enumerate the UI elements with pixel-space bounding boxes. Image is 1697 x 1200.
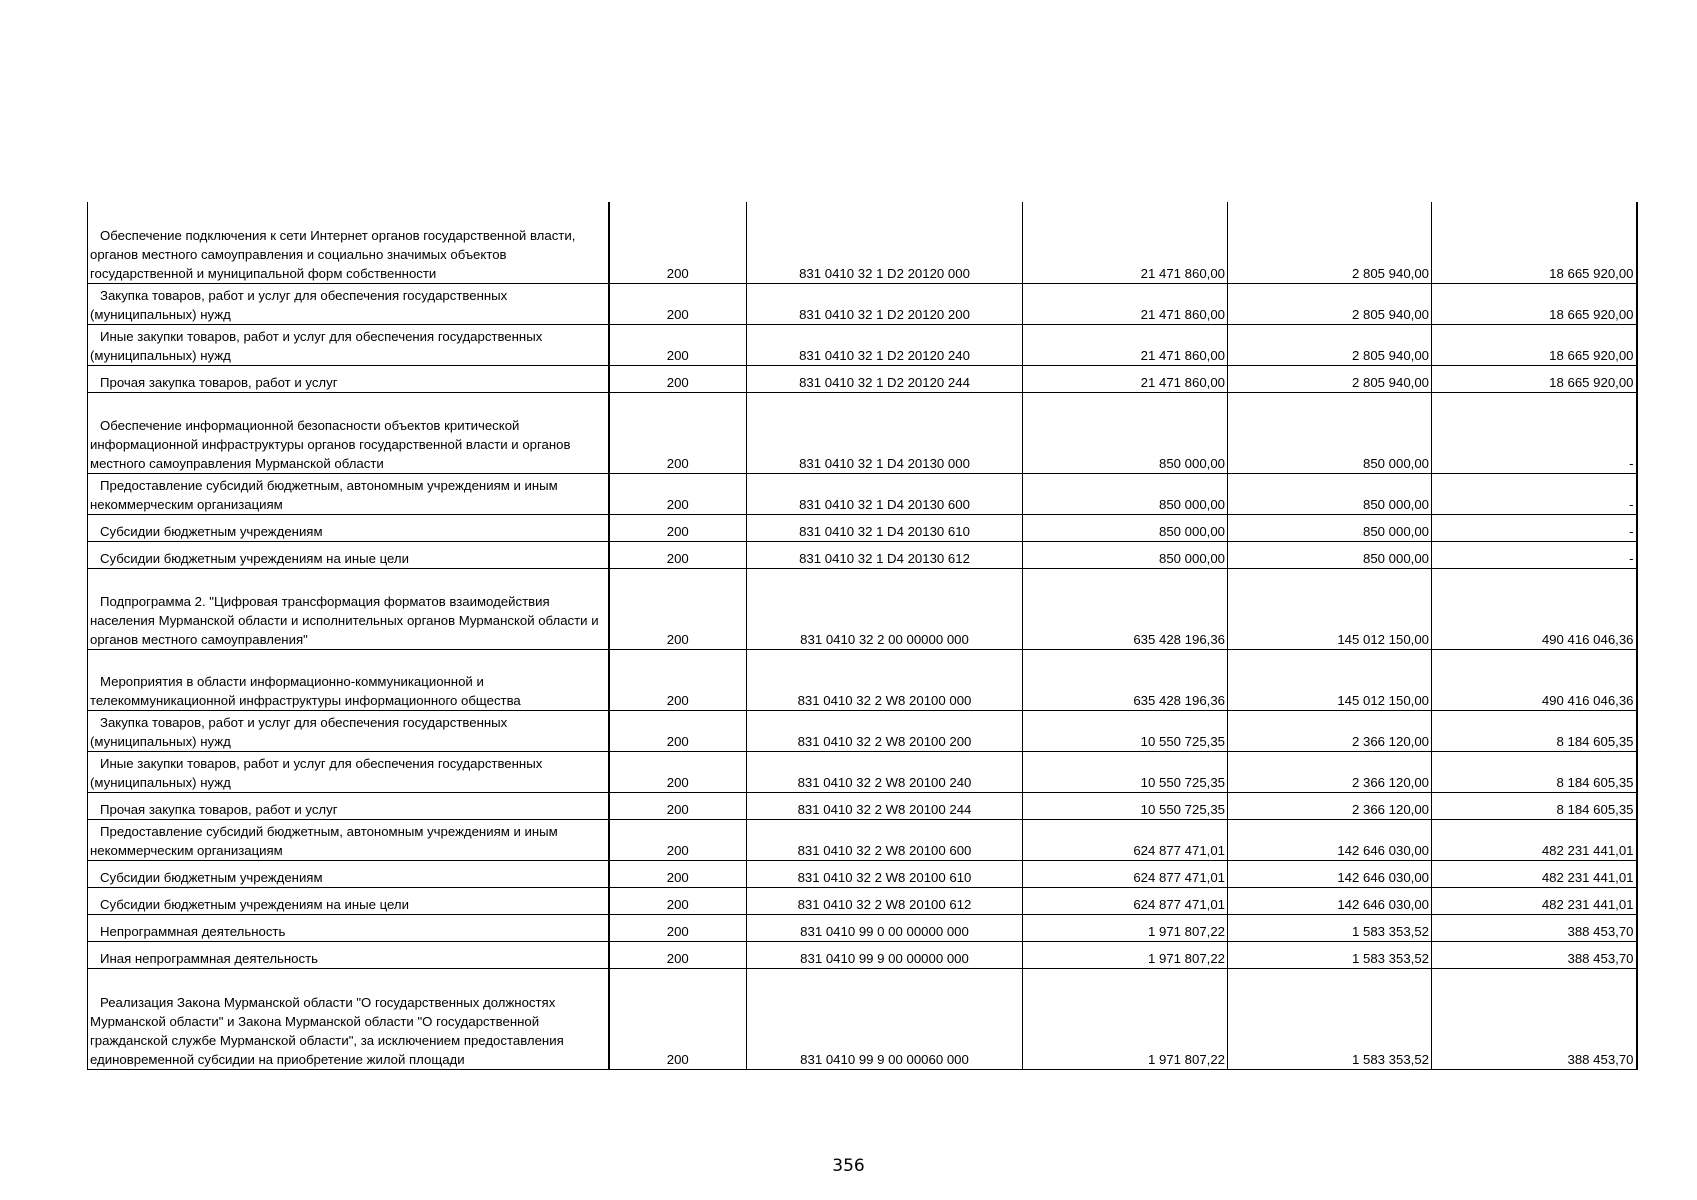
cell-amount-1: 10 550 725,35	[1023, 751, 1228, 792]
cell-amount-3: 18 665 920,00	[1432, 283, 1637, 324]
cell-kbk: 831 0410 32 2 W8 20100 244	[747, 792, 1023, 819]
table-row	[88, 392, 1637, 473]
row-label: Мероприятия в области информационно-коммуникационной и телекоммуникационной инфраструктуры информационного общества	[90, 673, 521, 708]
cell-amount-2: 2 805 940,00	[1228, 202, 1432, 283]
cell-code: 200	[609, 968, 747, 1069]
cell-amount-1: 624 877 471,01	[1023, 887, 1228, 914]
cell-kbk: 831 0410 99 9 00 00060 000	[747, 968, 1023, 1069]
cell-kbk: 831 0410 32 2 00 00000 000	[747, 568, 1023, 649]
cell-name	[88, 860, 609, 887]
cell-code: 200	[609, 860, 747, 887]
cell-kbk: 831 0410 32 1 D4 20130 600	[747, 473, 1023, 514]
cell-amount-3: 482 231 441,01	[1432, 860, 1637, 887]
row-label: Субсидии бюджетным учреждениям на иные цели	[100, 550, 409, 566]
cell-kbk: 831 0410 32 1 D4 20130 612	[747, 541, 1023, 568]
page-number: 356	[832, 1156, 865, 1176]
cell-kbk: 831 0410 99 9 00 00000 000	[747, 941, 1023, 968]
cell-kbk: 831 0410 99 0 00 00000 000	[747, 914, 1023, 941]
table-row	[88, 887, 1637, 914]
cell-amount-3: 8 184 605,35	[1432, 751, 1637, 792]
budget-table	[87, 202, 1638, 1070]
cell-kbk: 831 0410 32 2 W8 20100 600	[747, 819, 1023, 860]
cell-amount-2: 142 646 030,00	[1228, 887, 1432, 914]
cell-amount-3: 482 231 441,01	[1432, 887, 1637, 914]
cell-amount-3: 388 453,70	[1432, 941, 1637, 968]
row-label: Иные закупки товаров, работ и услуг для обеспечения государственных (муниципальных) нужд	[90, 328, 543, 363]
cell-amount-3: 482 231 441,01	[1432, 819, 1637, 860]
cell-kbk: 831 0410 32 1 D2 20120 240	[747, 324, 1023, 365]
cell-amount-2: 1 583 353,52	[1228, 914, 1432, 941]
row-label: Предоставление субсидий бюджетным, автономным учреждениям и иным некоммерческим организациям	[90, 477, 558, 512]
cell-amount-3: -	[1432, 514, 1637, 541]
cell-amount-3: 8 184 605,35	[1432, 792, 1637, 819]
row-label: Иные закупки товаров, работ и услуг для обеспечения государственных (муниципальных) нужд	[90, 755, 543, 790]
cell-amount-2: 1 583 353,52	[1228, 968, 1432, 1069]
cell-kbk: 831 0410 32 2 W8 20100 200	[747, 710, 1023, 751]
cell-code: 200	[609, 914, 747, 941]
cell-kbk: 831 0410 32 2 W8 20100 240	[747, 751, 1023, 792]
cell-code: 200	[609, 887, 747, 914]
cell-amount-2: 850 000,00	[1228, 541, 1432, 568]
cell-code: 200	[609, 514, 747, 541]
cell-amount-3: 490 416 046,36	[1432, 649, 1637, 710]
cell-code: 200	[609, 568, 747, 649]
row-label: Предоставление субсидий бюджетным, автономным учреждениям и иным некоммерческим организациям	[90, 823, 558, 858]
cell-amount-2: 850 000,00	[1228, 473, 1432, 514]
cell-amount-3: 18 665 920,00	[1432, 324, 1637, 365]
cell-name	[88, 324, 609, 365]
cell-code: 200	[609, 324, 747, 365]
cell-amount-1: 1 971 807,22	[1023, 941, 1228, 968]
table-row	[88, 541, 1637, 568]
row-label: Прочая закупка товаров, работ и услуг	[100, 374, 338, 390]
table-row	[88, 514, 1637, 541]
cell-code: 200	[609, 941, 747, 968]
cell-amount-2: 2 366 120,00	[1228, 751, 1432, 792]
row-label: Обеспечение информационной безопасности объектов критической информационной инфраструктуры органов государственной власти и органов местного самоуправления Мурманской области	[90, 417, 571, 471]
row-label: Субсидии бюджетным учреждениям	[100, 869, 323, 885]
table-row	[88, 860, 1637, 887]
cell-amount-3: 18 665 920,00	[1432, 365, 1637, 392]
cell-name	[88, 541, 609, 568]
table-row	[88, 473, 1637, 514]
cell-name	[88, 819, 609, 860]
cell-amount-1: 850 000,00	[1023, 392, 1228, 473]
cell-amount-2: 850 000,00	[1228, 392, 1432, 473]
cell-amount-1: 635 428 196,36	[1023, 568, 1228, 649]
cell-kbk: 831 0410 32 1 D2 20120 000	[747, 202, 1023, 283]
cell-name	[88, 365, 609, 392]
cell-amount-2: 2 805 940,00	[1228, 283, 1432, 324]
cell-kbk: 831 0410 32 1 D2 20120 200	[747, 283, 1023, 324]
cell-amount-2: 142 646 030,00	[1228, 819, 1432, 860]
table-row	[88, 283, 1637, 324]
cell-amount-1: 10 550 725,35	[1023, 710, 1228, 751]
cell-amount-1: 21 471 860,00	[1023, 324, 1228, 365]
row-label: Субсидии бюджетным учреждениям на иные цели	[100, 896, 409, 912]
cell-amount-1: 850 000,00	[1023, 514, 1228, 541]
cell-amount-3: 388 453,70	[1432, 968, 1637, 1069]
cell-code: 200	[609, 751, 747, 792]
cell-name	[88, 968, 609, 1069]
row-label: Закупка товаров, работ и услуг для обеспечения государственных (муниципальных) нужд	[90, 714, 508, 749]
cell-name	[88, 202, 609, 283]
cell-amount-1: 1 971 807,22	[1023, 914, 1228, 941]
cell-amount-1: 10 550 725,35	[1023, 792, 1228, 819]
row-label: Подпрограмма 2. "Цифровая трансформация форматов взаимодействия населения Мурманской области и исполнительных органов Мурманской области и органов местного самоуправления"	[90, 593, 599, 647]
cell-amount-3: -	[1432, 541, 1637, 568]
cell-name	[88, 283, 609, 324]
cell-amount-3: 388 453,70	[1432, 914, 1637, 941]
table-row	[88, 202, 1637, 283]
cell-amount-3: -	[1432, 392, 1637, 473]
table-row	[88, 324, 1637, 365]
cell-kbk: 831 0410 32 1 D4 20130 000	[747, 392, 1023, 473]
table-row	[88, 568, 1637, 649]
cell-amount-2: 2 366 120,00	[1228, 710, 1432, 751]
cell-name	[88, 941, 609, 968]
row-label: Прочая закупка товаров, работ и услуг	[100, 801, 338, 817]
row-label: Субсидии бюджетным учреждениям	[100, 523, 323, 539]
cell-amount-3: -	[1432, 473, 1637, 514]
row-label: Закупка товаров, работ и услуг для обеспечения государственных (муниципальных) нужд	[90, 287, 508, 322]
cell-kbk: 831 0410 32 1 D2 20120 244	[747, 365, 1023, 392]
cell-amount-1: 21 471 860,00	[1023, 283, 1228, 324]
cell-amount-3: 8 184 605,35	[1432, 710, 1637, 751]
cell-code: 200	[609, 473, 747, 514]
cell-amount-2: 2 366 120,00	[1228, 792, 1432, 819]
cell-amount-2: 142 646 030,00	[1228, 860, 1432, 887]
cell-name	[88, 792, 609, 819]
table-row	[88, 649, 1637, 710]
cell-code: 200	[609, 792, 747, 819]
cell-code: 200	[609, 202, 747, 283]
table-body	[88, 202, 1637, 1069]
cell-kbk: 831 0410 32 1 D4 20130 610	[747, 514, 1023, 541]
row-label: Непрограммная деятельность	[100, 923, 286, 939]
table-row	[88, 751, 1637, 792]
cell-name	[88, 392, 609, 473]
cell-amount-1: 850 000,00	[1023, 541, 1228, 568]
cell-amount-2: 1 583 353,52	[1228, 941, 1432, 968]
cell-amount-1: 850 000,00	[1023, 473, 1228, 514]
cell-amount-1: 21 471 860,00	[1023, 202, 1228, 283]
cell-amount-2: 145 012 150,00	[1228, 649, 1432, 710]
cell-name	[88, 514, 609, 541]
cell-name	[88, 887, 609, 914]
table-row	[88, 914, 1637, 941]
cell-code: 200	[609, 365, 747, 392]
table-row	[88, 365, 1637, 392]
cell-code: 200	[609, 649, 747, 710]
cell-code: 200	[609, 541, 747, 568]
cell-name	[88, 751, 609, 792]
table-row	[88, 968, 1637, 1069]
table-row	[88, 941, 1637, 968]
cell-amount-2: 2 805 940,00	[1228, 324, 1432, 365]
table-row	[88, 792, 1637, 819]
cell-kbk: 831 0410 32 2 W8 20100 610	[747, 860, 1023, 887]
cell-amount-2: 2 805 940,00	[1228, 365, 1432, 392]
cell-name	[88, 568, 609, 649]
cell-amount-1: 624 877 471,01	[1023, 860, 1228, 887]
cell-code: 200	[609, 392, 747, 473]
cell-amount-2: 850 000,00	[1228, 514, 1432, 541]
cell-code: 200	[609, 710, 747, 751]
row-label: Иная непрограммная деятельность	[100, 950, 319, 966]
cell-name	[88, 473, 609, 514]
cell-kbk: 831 0410 32 2 W8 20100 000	[747, 649, 1023, 710]
cell-amount-1: 635 428 196,36	[1023, 649, 1228, 710]
cell-amount-2: 145 012 150,00	[1228, 568, 1432, 649]
cell-amount-1: 21 471 860,00	[1023, 365, 1228, 392]
cell-amount-1: 1 971 807,22	[1023, 968, 1228, 1069]
cell-name	[88, 649, 609, 710]
cell-amount-3: 18 665 920,00	[1432, 202, 1637, 283]
cell-kbk: 831 0410 32 2 W8 20100 612	[747, 887, 1023, 914]
cell-name	[88, 710, 609, 751]
cell-amount-1: 624 877 471,01	[1023, 819, 1228, 860]
cell-code: 200	[609, 283, 747, 324]
row-label: Обеспечение подключения к сети Интернет органов государственной власти, органов местного самоуправления и социально значимых объектов государственной и муниципальной форм собственности	[90, 227, 576, 281]
table-row	[88, 819, 1637, 860]
cell-code: 200	[609, 819, 747, 860]
row-label: Реализация Закона Мурманской области "О государственных должностях Мурманской области" и Закона Мурманской области "О государственной гражданской службе Мурманской области", за исключением предоставления единовременной субсидии на приобретение жилой площади	[90, 994, 564, 1067]
table-row	[88, 710, 1637, 751]
cell-amount-3: 490 416 046,36	[1432, 568, 1637, 649]
cell-name	[88, 914, 609, 941]
